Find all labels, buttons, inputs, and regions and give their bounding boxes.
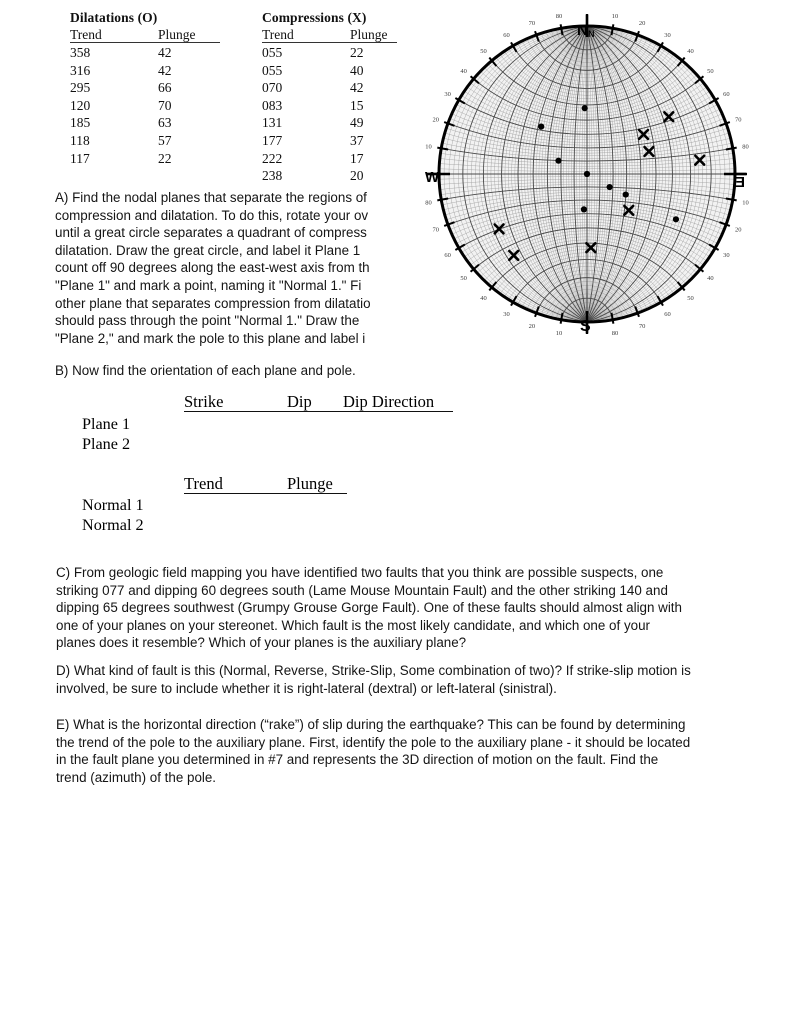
compressions-row xyxy=(262,132,412,150)
compressions-row xyxy=(262,114,412,132)
trend-value: 222 xyxy=(262,150,283,166)
compass-label-north-sub: N xyxy=(588,29,595,39)
question-a-line: until a great circle separates a quadrant of compress xyxy=(55,225,367,241)
question-b-text: B) Now find the orientation of each plane and pole. xyxy=(55,363,356,378)
svg-text:50: 50 xyxy=(480,48,487,56)
svg-text:40: 40 xyxy=(460,68,467,76)
plunge-value: 15 xyxy=(350,97,364,113)
dilatations-row xyxy=(70,132,220,150)
compass-label-north: N xyxy=(577,22,588,39)
trend-value: 120 xyxy=(70,97,91,113)
question-a-line: "Plane 2," and mark the pole to this plane and label i xyxy=(55,330,366,346)
dilatations-row xyxy=(70,79,220,97)
svg-text:80: 80 xyxy=(742,143,749,151)
svg-text:40: 40 xyxy=(707,274,714,282)
dilatation-point xyxy=(555,158,561,164)
plunge-value: 22 xyxy=(350,45,364,60)
svg-text:30: 30 xyxy=(503,310,510,318)
row-label-normal-1: Normal 1 xyxy=(82,496,144,514)
svg-text:70: 70 xyxy=(528,20,536,28)
question-d-text: D) What kind of fault is this (Normal, Reverse, Strike-Slip, Some combination of two)? If strike-slip motion is involved, be sure to include whether it is right-lateral (dextral) or left-lateral (sinistral). xyxy=(56,663,691,696)
svg-text:50: 50 xyxy=(687,294,694,302)
header-trend: Trend xyxy=(184,474,287,494)
question-a-line: should pass through the point "Normal 1." Draw the xyxy=(55,313,360,329)
plunge-value: 63 xyxy=(158,115,172,131)
svg-text:60: 60 xyxy=(723,91,730,98)
svg-text:80: 80 xyxy=(611,330,619,338)
question-e-text: E) What is the horizontal direction (“rake”) of slip during the earthquake? This can be found by determining the trend of the pole to the auxiliary plane. First, identify the pole to the auxiliary plane - it should be located in the fault plane you determined in #7 and represents the 3D direction of motion on the fault. Find the trend (azimuth) of the pole. xyxy=(56,717,691,785)
trend-value: 055 xyxy=(262,45,283,60)
dilatation-point xyxy=(582,105,588,111)
compressions-row xyxy=(262,167,412,185)
dilatation-point xyxy=(673,216,679,222)
dilatations-header-row xyxy=(70,27,220,43)
trend-value: 177 xyxy=(262,132,283,148)
plunge-value: 49 xyxy=(350,115,364,131)
trend-value: 238 xyxy=(262,168,283,184)
question-a-line: other plane that separates compression from dilatatio xyxy=(55,295,371,311)
trend-value: 055 xyxy=(262,62,283,78)
compressions-row xyxy=(262,62,412,80)
trend-value: 070 xyxy=(262,80,283,96)
dilatation-point xyxy=(607,184,613,190)
compass-label-west: W xyxy=(425,169,440,186)
trend-value: 316 xyxy=(70,62,91,78)
plunge-value: 57 xyxy=(158,132,172,148)
question-c-text: C) From geologic field mapping you have identified two faults that you think are possible suspects, one striking 077 and dipping 60 degrees south (Lame Mouse Mountain Fault) and the other striking 140 and dipping 65 degrees southwest (Grumpy Grouse Gorge Fault). One of these faults should almost align with one of your planes on your stereonet. Which fault is the most likely candidate, and which one of your planes does it resemble? Which of your planes is the auxiliary plane? xyxy=(56,565,682,651)
dilatation-point xyxy=(538,123,544,129)
svg-text:20: 20 xyxy=(432,116,439,124)
dilatations-row xyxy=(70,62,220,80)
dilatations-row xyxy=(70,114,220,132)
trend-value: 117 xyxy=(70,150,90,166)
svg-text:60: 60 xyxy=(503,32,510,40)
compressions-table xyxy=(262,10,412,185)
svg-text:80: 80 xyxy=(425,199,432,207)
compressions-row xyxy=(262,79,412,97)
dilatations-row xyxy=(70,97,220,115)
svg-text:40: 40 xyxy=(687,48,694,56)
svg-text:60: 60 xyxy=(444,252,451,259)
row-label-normal-2: Normal 2 xyxy=(82,516,144,534)
svg-text:10: 10 xyxy=(555,330,563,338)
question-a-line: "Plane 1" and mark a point, naming it "Normal 1." Fi xyxy=(55,277,362,293)
svg-text:50: 50 xyxy=(707,68,714,76)
trend-value: 295 xyxy=(70,80,91,96)
svg-text:10: 10 xyxy=(611,12,619,20)
compressions-title: Compressions (X) xyxy=(262,10,367,25)
question-a-text xyxy=(55,189,400,347)
trend-value: 118 xyxy=(70,132,90,148)
plunge-value: 66 xyxy=(158,80,172,96)
compass-label-south: S xyxy=(580,318,591,335)
plunge-value: 22 xyxy=(158,150,172,166)
compressions-row xyxy=(262,44,412,62)
svg-text:10: 10 xyxy=(742,199,749,207)
compressions-header-row xyxy=(262,27,412,43)
header-dip: Dip xyxy=(287,392,343,412)
trend-value: 083 xyxy=(262,97,283,113)
row-label-plane-2: Plane 2 xyxy=(82,435,131,453)
compressions-col-plunge: Plunge xyxy=(350,27,412,43)
dilatation-point xyxy=(584,171,590,177)
question-a-line: count off 90 degrees along the east-west axis from th xyxy=(55,260,370,276)
svg-text:70: 70 xyxy=(638,322,646,330)
compass-label-east: E xyxy=(735,174,746,191)
dilatations-title: Dilatations (O) xyxy=(70,10,158,25)
dilatations-col-trend: Trend xyxy=(70,27,158,43)
svg-text:60: 60 xyxy=(664,310,671,318)
trend-value: 131 xyxy=(262,115,283,131)
dilatations-row xyxy=(70,44,220,62)
svg-text:70: 70 xyxy=(432,226,439,234)
svg-text:10: 10 xyxy=(425,143,432,151)
dilatations-body xyxy=(70,44,220,167)
question-a-line: dilatation. Draw the great circle, and label it Plane 1 xyxy=(55,242,361,258)
stereonet-figure xyxy=(397,2,793,350)
header-strike: Strike xyxy=(184,392,287,412)
dilatations-col-plunge: Plunge xyxy=(158,27,220,43)
dilatations-row xyxy=(70,150,220,168)
svg-text:30: 30 xyxy=(444,91,451,98)
plunge-value: 42 xyxy=(158,45,172,60)
question-a-line: compression and dilatation. To do this, rotate your ov xyxy=(55,207,369,223)
dilatations-table xyxy=(70,10,220,167)
plunge-value: 20 xyxy=(350,168,364,184)
svg-text:20: 20 xyxy=(735,226,742,234)
svg-text:40: 40 xyxy=(480,294,487,302)
trend-value: 358 xyxy=(70,45,91,60)
svg-text:70: 70 xyxy=(735,116,742,124)
stereonet-svg xyxy=(397,2,793,350)
plunge-value: 42 xyxy=(158,62,172,78)
compressions-row xyxy=(262,150,412,168)
plunge-value: 37 xyxy=(350,132,364,148)
svg-text:20: 20 xyxy=(638,20,646,28)
plunge-value: 17 xyxy=(350,150,364,166)
svg-text:80: 80 xyxy=(555,12,563,20)
row-label-plane-1: Plane 1 xyxy=(82,415,131,433)
svg-text:30: 30 xyxy=(723,252,730,259)
compressions-col-trend: Trend xyxy=(262,27,350,43)
compressions-body xyxy=(262,44,412,185)
svg-text:20: 20 xyxy=(528,322,536,330)
compressions-row xyxy=(262,97,412,115)
question-a-line: A) Find the nodal planes that separate the regions of xyxy=(55,190,367,205)
plunge-value: 42 xyxy=(350,80,364,96)
plunge-value: 40 xyxy=(350,62,364,78)
svg-text:30: 30 xyxy=(664,32,671,40)
plane-table-headers xyxy=(184,392,453,412)
plunge-value: 70 xyxy=(158,97,172,113)
header-plunge: Plunge xyxy=(287,474,347,494)
dilatation-point xyxy=(623,191,629,197)
header-dip-direction: Dip Direction xyxy=(343,392,453,412)
normal-table-headers xyxy=(184,474,347,494)
svg-text:50: 50 xyxy=(460,274,467,282)
trend-value: 185 xyxy=(70,115,91,131)
dilatation-point xyxy=(581,206,587,212)
